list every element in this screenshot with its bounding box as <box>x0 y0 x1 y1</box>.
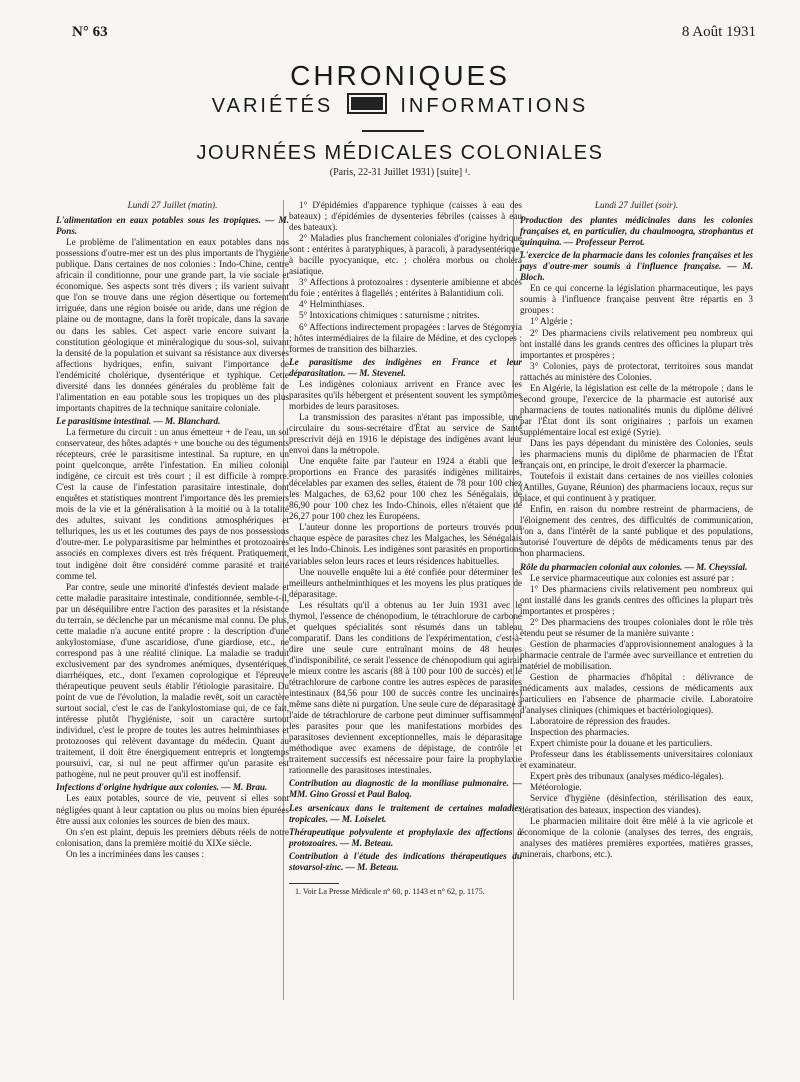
list-item: 6° Affections indirectement propagées : larves de Stégomyia ; hôtes intermédiaires de la filaire de Médine, et des cyclopes ; formes de transition des bilharzies. <box>289 321 522 354</box>
paragraph: L'auteur donne les proportions de porteurs trouvés pour chaque espèce de parasites chez les Malgaches, les Sénégalais et les Indo-Chinois. Les indigènes sont parasités en proportions variables selon leurs races et leurs résidences habituelles. <box>289 522 522 566</box>
list-item: 1° Algérie ; <box>530 316 573 327</box>
paper-heading: Les arsenicaux dans le traitement de certaines maladies tropicales. — M. Loiselet. <box>289 802 522 824</box>
list-item: 2° Maladies plus franchement coloniales d'origine hydrique sont : entérites à paratyphiques, à paracoli, à paradysentérique, à bacille pyocyanique, etc. ; choléra morbus ou choléra asiatique. <box>289 233 522 277</box>
paragraph: Dans les pays dépendant du ministère des Colonies, seuls les pharmaciens munis du diplôme de pharmacien de l'État français ont, en principe, le droit d'exercer la pharmacie. <box>520 437 753 471</box>
paragraph: Enfin, en raison du nombre restreint de pharmaciens, de l'éloignement des centres, des difficultés de communication, l'on a, dans l'intérêt de la santé publique et des populations, autorisé l'ouverture de dépôts de médicaments tenus par des non pharmaciens. <box>520 504 753 559</box>
footnote-rule <box>289 883 339 884</box>
list-item: 2° Des pharmaciens civils relativement peu nombreux qui ont installé dans les grands centres des officines la plupart très importantes et prospères ; <box>520 327 753 360</box>
list-item: 4° Helminthiases. <box>299 299 365 310</box>
paragraph: Le problème de l'alimentation en eaux potables dans nos possessions d'outre-mer est un des plus importants de l'hygiène publique. Dans certaines de nos colonies : Indo-Chine, centre africain il conditionne, pour une grande part, la vie sociale et économique. Ses aspects sont très divers ; ils varient suivant que l'on se trouve dans une région désertique ou fortement irriguée, dans une région boisée ou aride, dans une région de plaine ou de montagne, dans la forêt tropicale, dans la savane ou dans les sables. Cet aspect varie encore suivant la constitution géologique et minéralogique du sous-sol, suivant la densité de la population et suivant sa résistance aux diverses affections hydriques, enfin, suivant l'importance de l'endémicité cholérique, dysentérique et typhique. Cette diversité dans les données générales du problème fait de l'alimentation en eau potable sous les tropiques un des plus importants chapitres de la technique sanitaire coloniale. <box>56 237 289 413</box>
list-item: 3° Colonies, pays de protectorat, territoires sous mandat rattachés au ministère des Colonies. <box>520 360 753 382</box>
page-header <box>72 24 756 44</box>
paragraph: Les indigènes coloniaux arrivent en France avec les parasites qu'ils hébergent et présentent souvent les symptômes morbides de leurs parasitoses. <box>289 378 522 411</box>
paper-heading: Contribution à l'étude des indications thérapeutiques du stovarsol-zinc. — M. Beteau. <box>289 850 522 872</box>
paragraph: La fermeture du circuit : un anus émetteur + de l'eau, un sol conservateur, des hôtes adaptés + une bouche ou des téguments récepteurs, crée le parasitisme intestinal. Sa rupture, en un point quelconque, arrête l'infestation. En milieu colonial indigène, ce circuit est très court ; il est difficile à rompre. C'est la cause de l'infestation parasitaire intestinale, dont enquêtes et statistiques montrent l'importance dès les premiers mois de la vie et la généralisation à la moitié ou à la totalité des adultes, suivant les conditions atmosphériques et telluriques, les us et les coutumes des pays de nos possessions d'outre-mer. Le polyparasitisme par helminthes et protozoaires associés en complexes divers est très fréquent. Pratiquement, tout indigène doit être considéré comme parasité et traité comme tel. <box>56 426 289 581</box>
paper-heading: Le parasitisme des indigènes en France et leur déparasitation. — M. Stevenel. <box>289 356 522 378</box>
list-item: Professeur dans les établissements universitaires coloniaux et examinateur. <box>520 749 753 771</box>
list-item: Service d'hygiène (désinfection, stérilisation des eaux, dératisation des bateaux, inspection des viandes). <box>520 793 753 815</box>
masthead <box>0 60 800 120</box>
paragraph: Une enquête faite par l'auteur en 1924 a établi que les proportions en France des parasités indigènes militaires, décelables par examen des selles, étaient de 78 pour 100 chez les Malgaches, de 63,62 pour 100 chez les Sénégalais, de 86,90 pour 100 chez les Indo-Chinois, elles n'étaient que de 26,27 pour 100 chez les Européens. <box>289 456 522 522</box>
session-heading: Lundi 27 Juillet (soir). <box>594 200 679 210</box>
paragraph: Les eaux potables, source de vie, peuvent si elles sont négligées quant à leur captation ou plus ou moins bien épurées être aussi aux colonies les sources de bien des maux. <box>56 793 289 826</box>
column-left <box>56 200 289 860</box>
article-subtitle: (Paris, 22-31 Juillet 1931) [suite] ¹. <box>329 167 471 178</box>
list-item: Météorologie. <box>530 782 582 793</box>
list-item: Inspection des pharmacies. <box>530 727 630 738</box>
paragraph: En ce qui concerne la législation pharmaceutique, les pays soumis à l'influence française peuvent être répartis en 3 groupes : <box>520 283 753 316</box>
masthead-line2 <box>0 92 800 120</box>
article-title: JOURNÉES MÉDICALES COLONIALES <box>196 142 604 164</box>
paper-heading: Contribution au diagnostic de la moniliase pulmonaire. — MM. Gino Grossi et Paul Baloq. <box>289 778 522 800</box>
paper-heading: Infections d'origine hydrique aux colonies. — M. Brau. <box>56 782 268 793</box>
list-item: Expert près des tribunaux (analyses médico-légales). <box>530 771 724 782</box>
paragraph: Les résultats qu'il a obtenus au 1er Juin 1931 avec le thymol, l'essence de chénopodium, le tétrachlorure de carbone et quelques spécialités sont résumés dans un tableau comparatif. Dans les conditions de l'expérimentation, c'est-à-dire une seule cure entraînant moins de 48 heures d'indisponibilité, ce serait l'essence de chénopodium qui agirait le mieux contre les ascaris (88 à 100 pour 100 de succès) et le tétrachlorure de carbone contre les autres espèces de parasites intestinaux (84,56 pour 100 de succès contre les uncinaires) même sans diète ni purgation. Une seule cure de déparasitage à l'aide de tétrachlorure de carbone peut diminuer suffisamment les parasites pour que les manifestations morbides des parasitoses deviennent exceptionnelles, mais le déparasitage méthodique avec examens de dépistage, de contrôle et traitement successifs est nécessaire pour faire la prophylaxie rationnelle des parasitoses intestinales. <box>289 599 522 776</box>
list-item: Laboratoire de répression des fraudes. <box>530 716 671 727</box>
paragraph: En Algérie, la législation est celle de la métropole ; dans le second groupe, l'exercice de la pharmacie est autorisé aux pharmaciens de toutes nationalités munis du diplôme délivré par l'État dont ils sont originaires ; parfois un examen supplémentaire local est exigé (Syrie). <box>520 382 753 437</box>
paper-heading: Thérapeutique polyvalente et prophylaxie des affections à protozoaires. — M. Beteau. <box>289 826 522 848</box>
footnote: 1. Voir La Presse Médicale n° 60, p. 1143 et n° 62, p. 1175. <box>295 886 485 896</box>
masthead-informations: INFORMATIONS <box>400 95 589 117</box>
paragraph: Gestion de pharmacies d'approvisionnement analogues à la pharmacie centrale de l'armée avec surveillance et entretien du matériel de mobilisation. <box>520 638 753 671</box>
paragraph: La transmission des parasites n'étant pas impossible, une circulaire du sous-secrétaire d'État au service de Santé prescrivit déjà en 1916 le dépistage des indigènes avant leur envoi dans la métropole. <box>289 411 522 456</box>
column-right <box>520 200 753 860</box>
list-item: 5° Intoxications chimiques : saturnisme ; nitrites. <box>299 310 480 321</box>
list-item: Expert chimiste pour la douane et les particuliers. <box>530 738 713 749</box>
list-item: 2° Des pharmaciens des troupes coloniales dont le rôle très étendu peut se résumer de la manière suivante : <box>520 616 753 638</box>
masthead-varietes: VARIÉTÉS <box>211 95 334 117</box>
paragraph: Une nouvelle enquête lui a été confiée pour déterminer les meilleurs anthelminthiques et les moyens les plus pratiques de déparasitage. <box>289 566 522 599</box>
list-item: 1° D'épidémies d'apparence typhique (caisses à eau des bateaux) ; d'épidémies de dysenteries fébriles (caisses à eau des bateaux). <box>289 200 522 233</box>
section-divider <box>362 130 424 132</box>
issue-date: 8 Août 1931 <box>681 24 756 40</box>
paragraph: On s'en est plaint, depuis les premiers débuts réels de notre colonisation, dans la première moitié du XIXe siècle. <box>56 826 289 848</box>
ornament-icon <box>347 93 387 114</box>
session-heading: Lundi 27 Juillet (matin). <box>127 200 218 210</box>
masthead-chroniques: CHRONIQUES <box>290 60 510 91</box>
paragraph: Par contre, seule une minorité d'infestés devient malade et cette maladie parasitaire intestinale, conditionnée, semble-t-il, par un déséquilibre entre l'action des parasites et la résistance du terrain, se déclenche par un mécanisme mal connu. De plus, cette maladie n'a aucune entité propre : la description d'une ankylostomiase, d'une ascaridiose, d'une giardiose, etc., ne correspond pas à une réalité clinique. La maladie se traduit exclusivement par des syndromes anémiques, dysentériques, diarrhéiques, etc., dont l'examen coprologique et l'épreuve thérapeutique peuvent seuls établir l'étiologie parasitaire. Du point de vue de l'évolution, la maladie revêt, soit un caractère surtout social, c'est le cas de l'ankylostomiase qui, de ce fait, intéresse plutôt l'hygiéniste, soit un caractère surtout individuel, c'est le propre de toutes les autres helminthiases et protozooses qui relèvent davantage du médecin. Quant au traitement, il doit être énergiquement entrepris et longtemps poursuivi, car, si nul ne peut affirmer qu'un parasite est pathogène, nul ne peut prouver qu'il est inoffensif. <box>56 581 289 780</box>
column-middle <box>289 200 522 897</box>
paper-heading: Rôle du pharmacien colonial aux colonies. — M. Cheyssial. <box>520 561 748 572</box>
list-item: 3° Affections à protozoaires : dysenterie amibienne et abcès du foie ; entérites à flagellés ; entérites à Balantidium coli. <box>289 277 522 299</box>
list-item: 1° Des pharmaciens civils relativement peu nombreux qui ont installé dans les grands centres des officines la plupart très importantes et prospères ; <box>520 583 753 616</box>
paragraph: Le service pharmaceutique aux colonies est assuré par : <box>530 572 735 583</box>
paper-heading: Le parasitisme intestinal. — M. Blanchard. <box>56 415 221 426</box>
paragraph: Gestion de pharmacies d'hôpital : délivrance de médicaments aux malades, cessions de médicaments aux particuliers en l'absence de pharmacie civile. Laboratoire d'analyses cliniques (chimiques et bactériologiques). <box>520 671 753 716</box>
paper-heading: L'alimentation en eaux potables sous les tropiques. — M. Pons. <box>56 215 289 237</box>
paper-heading: L'exercice de la pharmacie dans les colonies françaises et les pays d'outre-mer soumis à l'influence française. — M. Bloch. <box>520 250 753 283</box>
paragraph: Toutefois il existait dans certaines de nos vieilles colonies (Antilles, Guyane, Réunion) des pharmaciens locaux, reçus sur place, et qui continuent à y pratiquer. <box>520 471 753 504</box>
issue-number: N° 63 <box>72 24 108 40</box>
paper-heading: Production des plantes médicinales dans les colonies françaises et, en particulier, du chaulmoogra, strophantus et quinquina. — Professeur Perrot. <box>520 215 753 248</box>
paragraph: On les a incriminées dans les causes : <box>66 848 205 859</box>
paragraph: Le pharmacien militaire doit être mêlé à la vie agricole et économique de la colonie (analyses des terres, des engrais, analyses des matières premières exportées, matières grasses, minerais, charbons, etc.). <box>520 815 753 859</box>
